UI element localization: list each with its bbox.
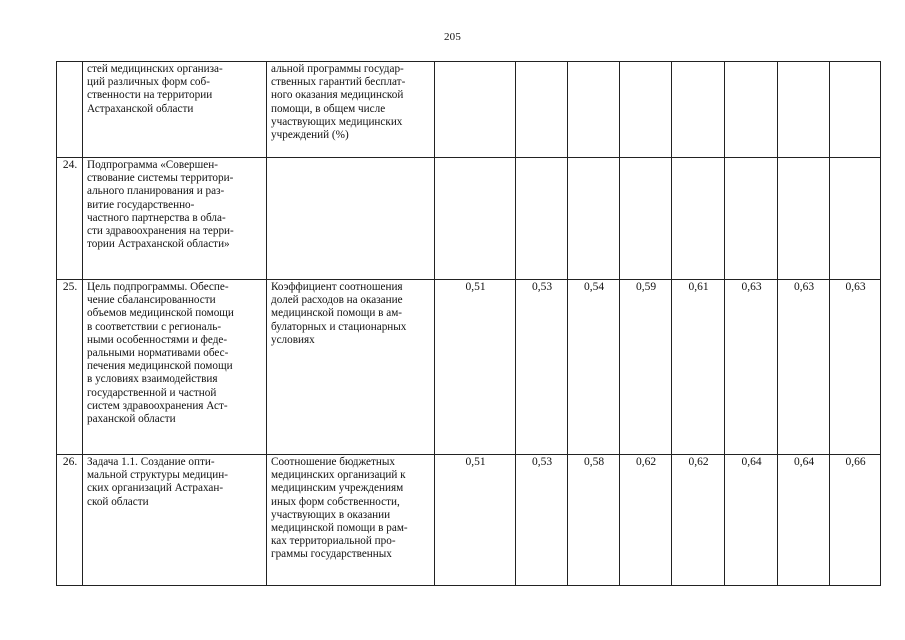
indicator-cell: Коэффициент соотношения долей расходов на оказание медицинской помощи в ам- булаторных и стационарных условиях [267, 280, 435, 455]
value-cell: 0,64 [725, 455, 778, 586]
value-cell [725, 62, 778, 158]
goal-cell: стей медицинских организа- ций различных форм соб- ственности на территории Астраханской области [83, 62, 267, 158]
value-cell: 0,51 [435, 455, 516, 586]
value-cell: 0,59 [620, 280, 672, 455]
value-cell [725, 158, 778, 280]
value-cell [568, 158, 620, 280]
indicator-cell: Соотношение бюджетных медицинских организаций к медицинским учреждениям иных форм собственности, участвующих в оказании медицинской помощи в рам- ках территориальной про- граммы государственных [267, 455, 435, 586]
value-cell [672, 62, 725, 158]
value-cell: 0,53 [516, 280, 568, 455]
row-number: 25. [57, 280, 83, 455]
value-cell: 0,54 [568, 280, 620, 455]
value-cell: 0,64 [778, 455, 830, 586]
indicator-cell: альной программы государ- ственных гарантий бесплат- ного оказания медицинской помощи, в общем числе участвующих медицинских учреждений (%) [267, 62, 435, 158]
value-cell: 0,62 [620, 455, 672, 586]
value-cell: 0,66 [830, 455, 881, 586]
goal-cell: Цель подпрограммы. Обеспе- чение сбалансированности объемов медицинской помощи в соответствии с региональ- ными особенностями и феде- ральными нормативами обес- печения медицинской помощи в условиях взаимодействия государственной и частной систем здравоохранения Аст- раханской области [83, 280, 267, 455]
goal-cell: Задача 1.1. Создание опти- мальной структуры медицин- ских организаций Астрахан- ской области [83, 455, 267, 586]
value-cell: 0,63 [830, 280, 881, 455]
value-cell [778, 62, 830, 158]
value-cell: 0,63 [725, 280, 778, 455]
row-number: 24. [57, 158, 83, 280]
value-cell: 0,62 [672, 455, 725, 586]
indicator-cell [267, 158, 435, 280]
page-number: 205 [443, 31, 462, 43]
value-cell [435, 62, 516, 158]
value-cell [516, 62, 568, 158]
table-row [57, 280, 881, 455]
value-cell [830, 158, 881, 280]
goal-cell: Подпрограмма «Совершен- ствование системы территори- ального планирования и раз- витие государственно- частного партнерства в обла- сти здравоохранения на терри- тории Астраханской области» [83, 158, 267, 280]
value-cell [516, 158, 568, 280]
row-number [57, 62, 83, 158]
value-cell [568, 62, 620, 158]
table-row [57, 158, 881, 280]
value-cell: 0,61 [672, 280, 725, 455]
indicators-table [56, 61, 881, 586]
table-row [57, 62, 881, 158]
table-row [57, 455, 881, 586]
value-cell [672, 158, 725, 280]
value-cell: 0,58 [568, 455, 620, 586]
value-cell [435, 158, 516, 280]
value-cell [620, 62, 672, 158]
value-cell: 0,53 [516, 455, 568, 586]
value-cell [778, 158, 830, 280]
value-cell: 0,51 [435, 280, 516, 455]
value-cell: 0,63 [778, 280, 830, 455]
value-cell [830, 62, 881, 158]
value-cell [620, 158, 672, 280]
row-number: 26. [57, 455, 83, 586]
